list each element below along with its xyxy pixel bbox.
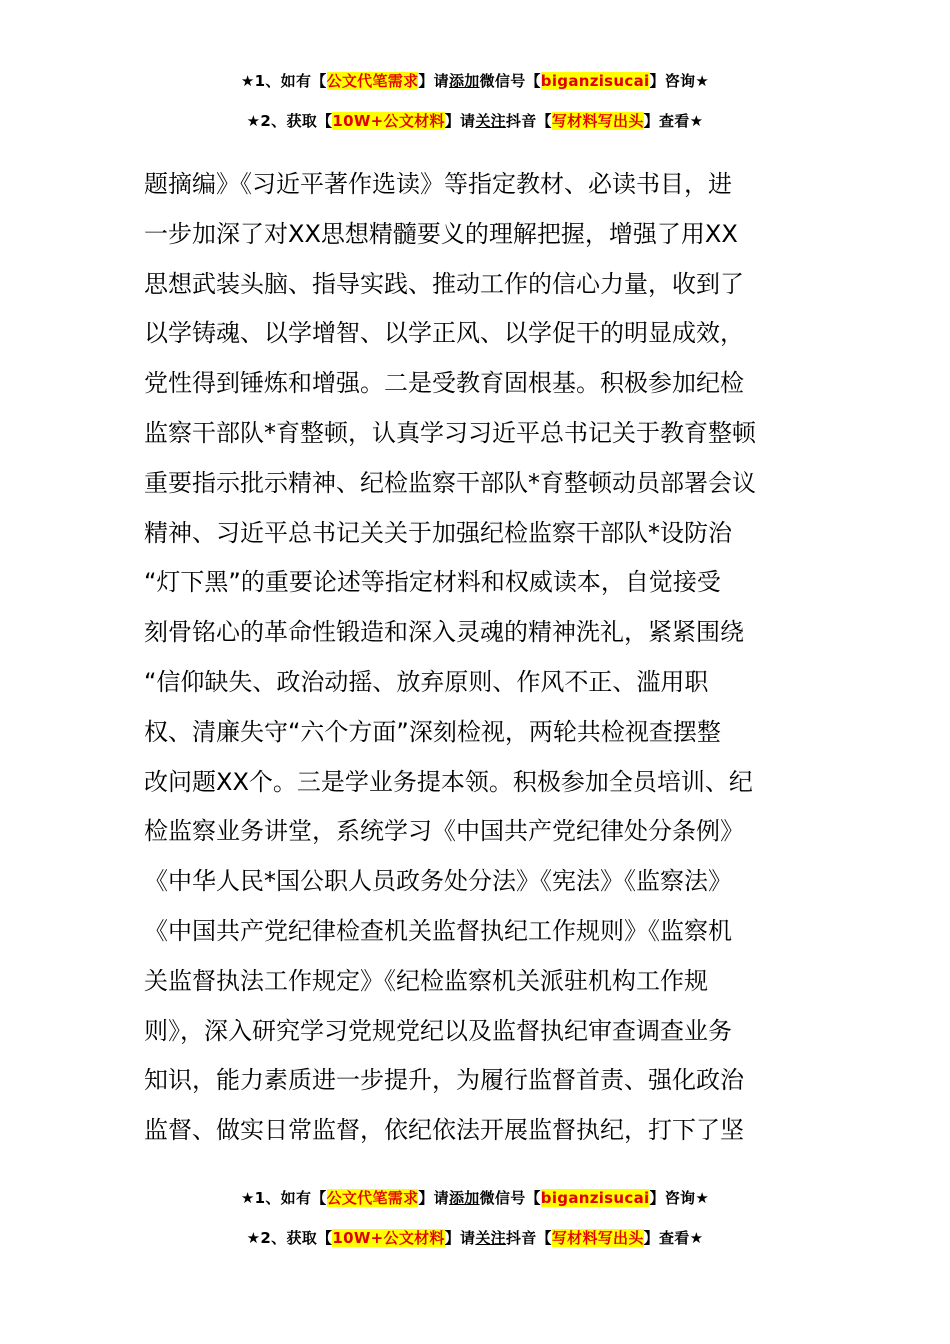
header-ad-1-text: 】请 — [418, 72, 449, 90]
body-line: 一步加深了对XX思想精髓要义的理解把握，增强了用XX — [144, 219, 738, 248]
footer-ad-1-highlight-service: 公文代笔需求 — [326, 1189, 419, 1207]
footer-ad-1-highlight-wechat: biganzisucai — [540, 1189, 650, 1207]
header-ad-2-highlight-douyin: 写材料写出头 — [551, 112, 644, 130]
footer-ad-2-suffix: 】查看★ — [643, 1229, 704, 1247]
body-line: 检监察业务讲堂，系统学习《中国共产党纪律处分条例》 — [144, 817, 744, 846]
header-ad-2-highlight-materials: 10W+公文材料 — [332, 112, 445, 130]
body-line: 《中国共产党纪律检查机关监督执纪工作规则》《监察机 — [144, 916, 732, 945]
header-ad-2-prefix: ★2、获取【 — [246, 112, 333, 130]
body-line: 则》，深入研究学习党规党纪以及监督执纪审查调查业务 — [144, 1016, 732, 1045]
header-ad-2-underlined: 关注 — [475, 112, 506, 130]
footer-ad-1-prefix: ★1、如有【 — [240, 1189, 327, 1207]
footer-ad-line-2 — [0, 1228, 950, 1248]
footer-ad-1-suffix: 】咨询★ — [649, 1189, 710, 1207]
header-ad-2-suffix: 】查看★ — [643, 112, 704, 130]
header-ad-1-underlined: 添加 — [448, 72, 480, 90]
body-line: 题摘编》《习近平著作选读》等指定教材、必读书目，进 — [144, 170, 732, 198]
body-line: 知识，能力素质进一步提升，为履行监督首责、强化政治 — [144, 1066, 744, 1095]
body-line: 权、清廉失守“六个方面”深刻检视，两轮共检视查摆整 — [144, 717, 721, 746]
body-line: 改问题XX个。三是学业务提本领。积极参加全员培训、纪 — [144, 767, 753, 796]
header-ad-line-1 — [0, 71, 950, 91]
body-line: 以学铸魂、以学增智、以学正风、以学促干的明显成效， — [144, 319, 744, 348]
header-ad-2-text-2: 抖音【 — [505, 112, 552, 130]
body-line: 思想武装头脑、指导实践、推动工作的信心力量，收到了 — [144, 269, 744, 298]
footer-ad-1-text-2: 微信号【 — [479, 1189, 541, 1207]
body-line: 监察干部队*育整顿，认真学习习近平总书记关于教育整顿 — [144, 418, 756, 447]
body-line: 关监督执法工作规定》《纪检监察机关派驻机构工作规 — [144, 966, 708, 995]
footer-ad-2-text-2: 抖音【 — [505, 1229, 552, 1247]
footer-ad-2-highlight-materials: 10W+公文材料 — [332, 1229, 445, 1247]
footer-ad-2-text: 】请 — [444, 1229, 476, 1247]
body-line: “信仰缺失、政治动摇、放弃原则、作风不正、滥用职 — [144, 667, 709, 696]
body-line: 刻骨铭心的革命性锻造和深入灵魂的精神洗礼，紧紧围绕 — [144, 618, 744, 647]
footer-ad-line-1 — [0, 1188, 950, 1208]
body-line: 监督、做实日常监督，依纪依法开展监督执纪，打下了坚 — [144, 1116, 744, 1145]
header-ad-1-highlight-wechat: biganzisucai — [540, 72, 650, 90]
header-ad-1-text-2: 微信号【 — [479, 72, 541, 90]
footer-ad-2-highlight-douyin: 写材料写出头 — [551, 1229, 644, 1247]
header-ad-line-2 — [0, 111, 950, 131]
header-ad-1-prefix: ★1、如有【 — [240, 72, 327, 90]
body-line: “灯下黑”的重要论述等指定材料和权威读本，自觉接受 — [144, 568, 721, 597]
header-ad-2-text: 】请 — [444, 112, 476, 130]
body-line: 精神、习近平总书记关关于加强纪检监察干部队*设防治 — [144, 518, 732, 547]
header-ad-1-suffix: 】咨询★ — [649, 72, 710, 90]
footer-ad-2-underlined: 关注 — [475, 1229, 506, 1247]
body-line: 党性得到锤炼和增强。二是受教育固根基。积极参加纪检 — [144, 369, 744, 398]
header-ad-1-highlight-service: 公文代笔需求 — [326, 72, 419, 90]
footer-ad-1-underlined: 添加 — [448, 1189, 480, 1207]
body-line: 《中华人民*国公职人员政务处分法》《宪法》《监察法》 — [144, 867, 732, 896]
body-line: 重要指示批示精神、纪检监察干部队*育整顿动员部署会议 — [144, 468, 756, 497]
footer-ad-1-text: 】请 — [418, 1189, 449, 1207]
document-body — [144, 160, 844, 1156]
footer-ad-2-prefix: ★2、获取【 — [246, 1229, 333, 1247]
